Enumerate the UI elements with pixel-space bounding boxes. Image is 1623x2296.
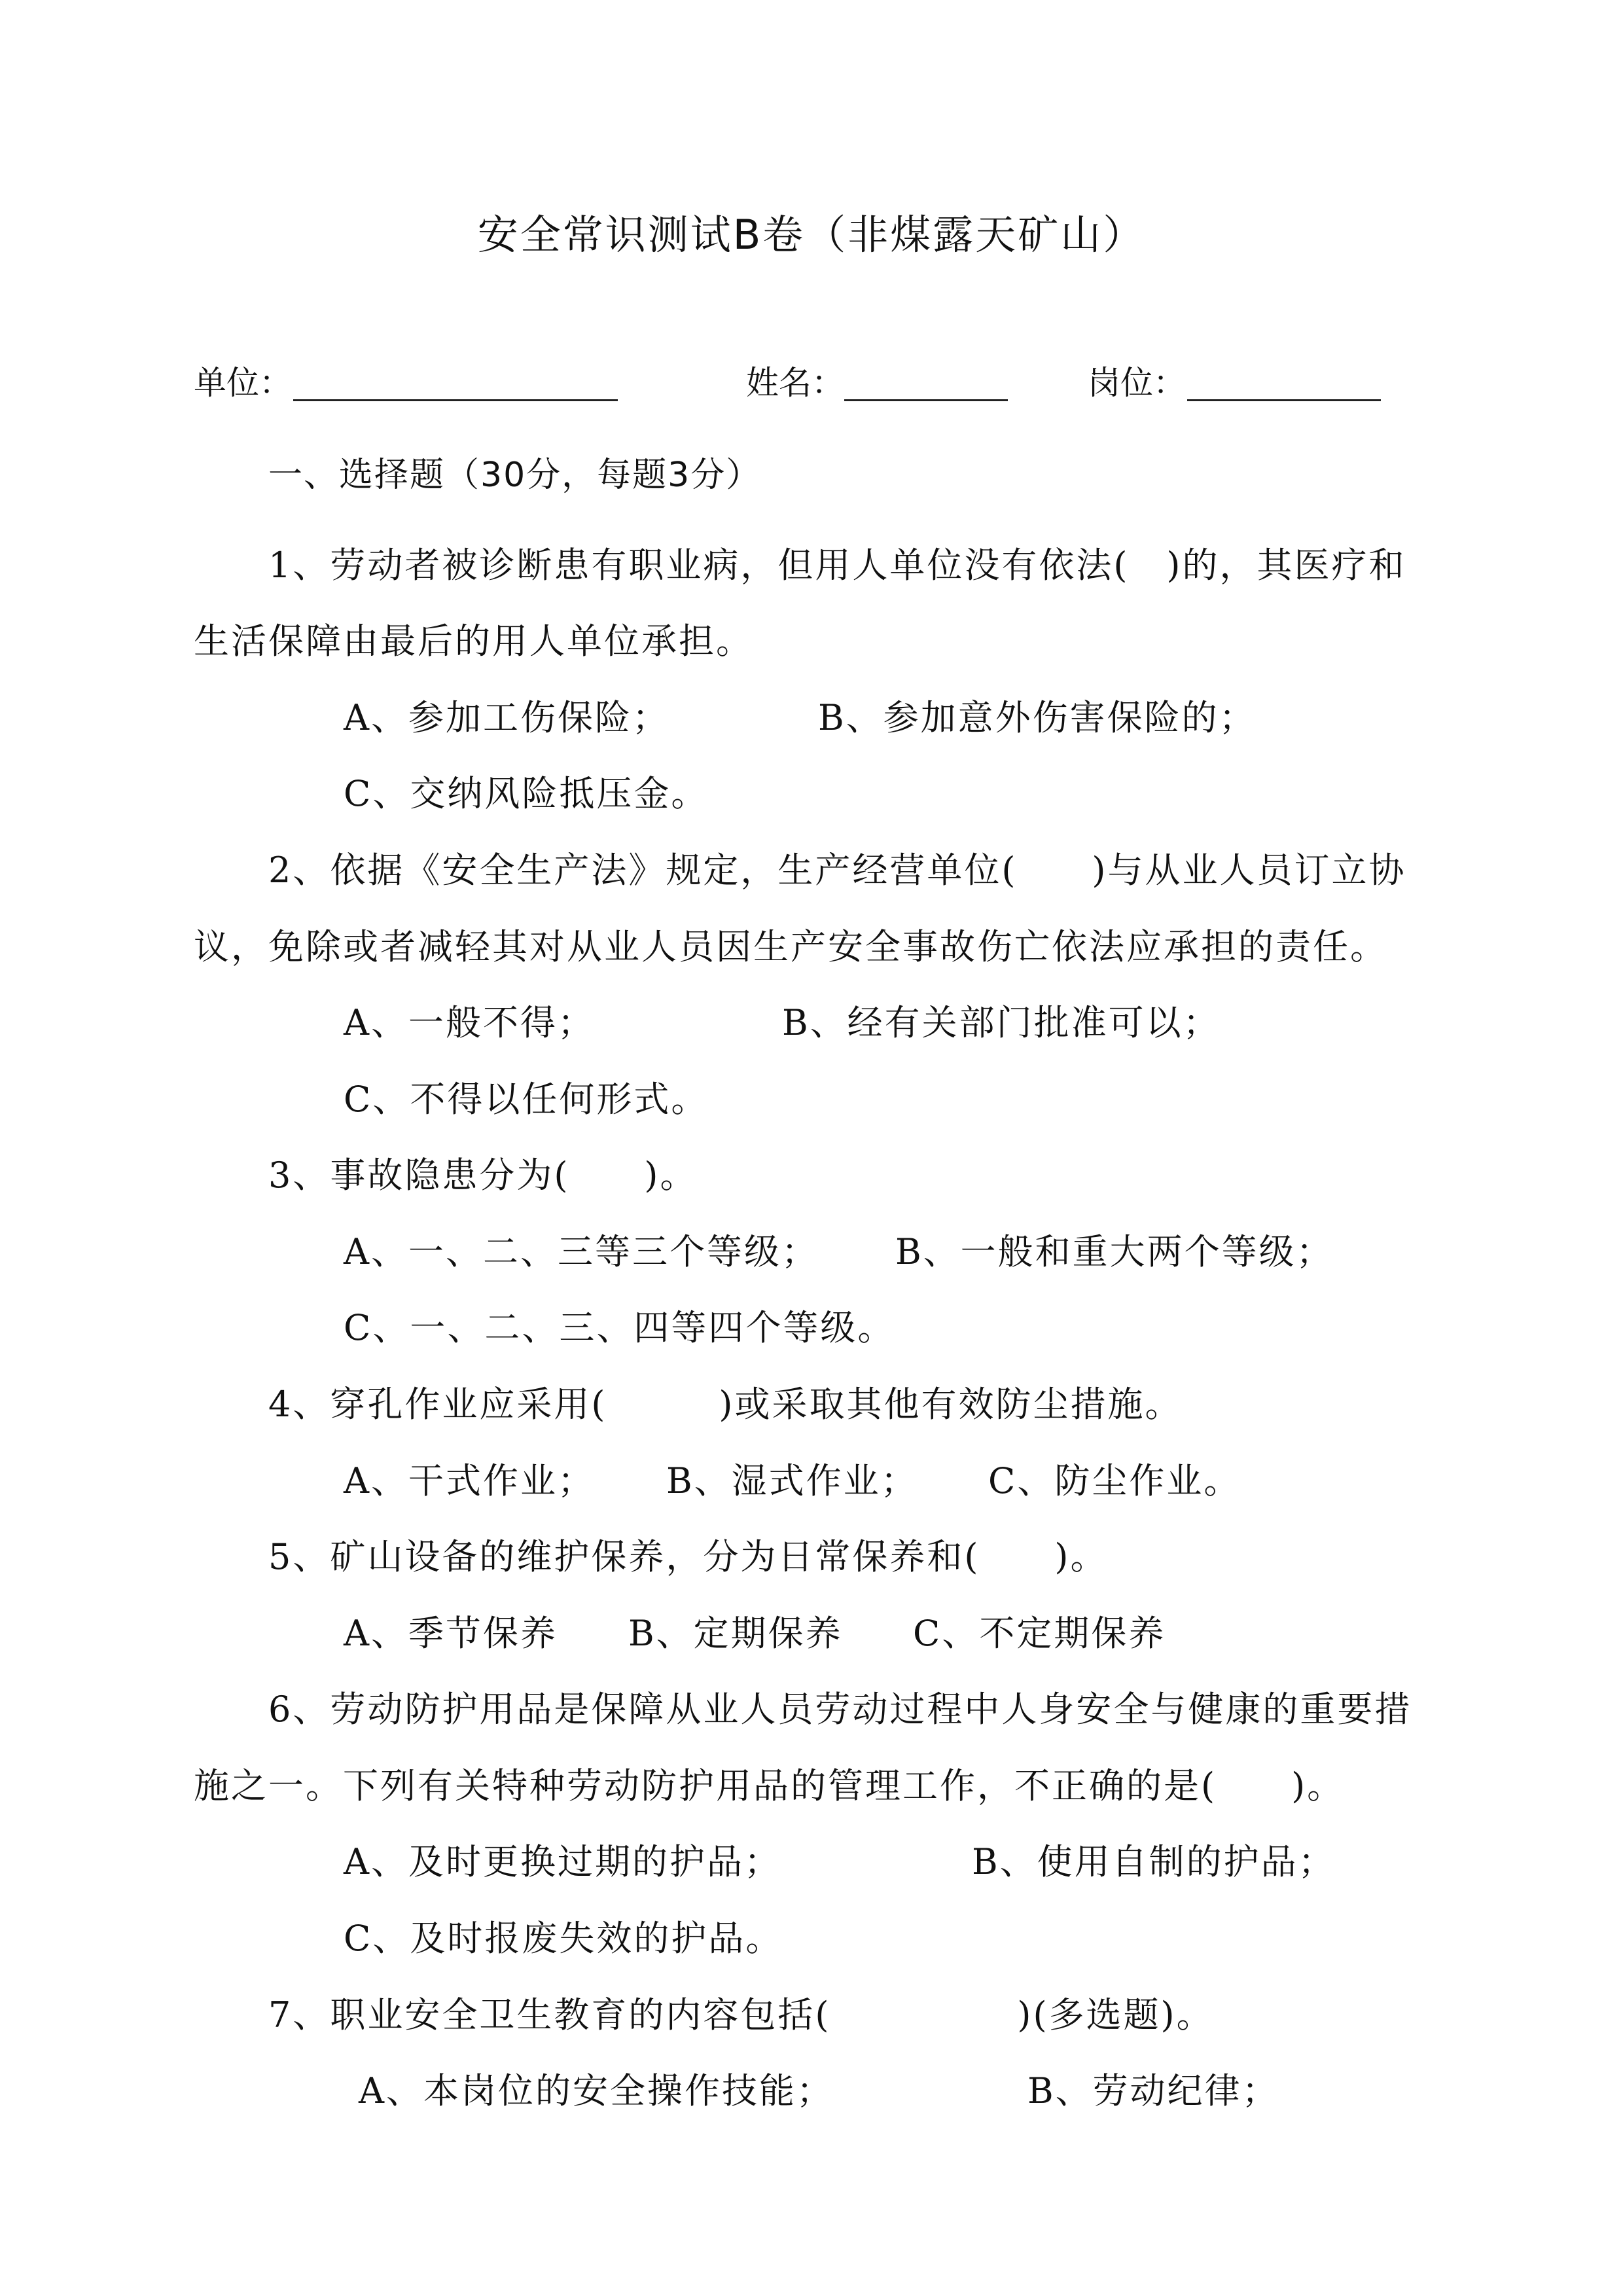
question-2-option-c: C、不得以任何形式。 bbox=[344, 1079, 709, 1120]
question-7-line-1: 7、职业安全卫生教育的内容包括( )(多选题)。 bbox=[268, 1994, 1214, 2036]
question-3-option-a: A、一、二、三等三个等级； bbox=[344, 1231, 819, 1272]
question-6-line-1: 6、劳动防护用品是保障从业人员劳动过程中人身安全与健康的重要措 bbox=[268, 1689, 1412, 1730]
unit-blank[interactable] bbox=[293, 399, 618, 401]
question-5-option-b: B、定期保养 bbox=[628, 1613, 843, 1654]
question-1-option-a: A、参加工伤保险； bbox=[344, 697, 669, 738]
question-2-line-1: 2、依据《安全生产法》规定，生产经营单位( )与从业人员订立协 bbox=[268, 850, 1406, 891]
question-2-option-b: B、经有关部门批准可以； bbox=[782, 1002, 1221, 1043]
post-blank[interactable] bbox=[1187, 399, 1381, 401]
name-blank[interactable] bbox=[844, 399, 1008, 401]
question-7-option-a: A、本岗位的安全操作技能； bbox=[359, 2070, 834, 2111]
question-1-option-b: B、参加意外伤害保险的； bbox=[818, 697, 1257, 738]
question-4-option-c: C、防尘作业。 bbox=[988, 1460, 1241, 1501]
question-3-option-b: B、一般和重大两个等级； bbox=[895, 1231, 1334, 1272]
question-6-option-b: B、使用自制的护品； bbox=[972, 1841, 1336, 1882]
question-6-line-2: 施之一。下列有关特种劳动防护用品的管理工作，不正确的是( )。 bbox=[194, 1765, 1345, 1806]
question-3-line-1: 3、事故隐患分为( )。 bbox=[268, 1155, 698, 1196]
question-1-line-1: 1、劳动者被诊断患有职业病，但用人单位没有依法( )的，其医疗和 bbox=[268, 545, 1406, 586]
question-5-option-c: C、不定期保养 bbox=[913, 1613, 1166, 1654]
question-6-option-a: A、及时更换过期的护品； bbox=[344, 1841, 781, 1882]
question-6-option-c: C、及时报废失效的护品。 bbox=[344, 1918, 783, 1959]
section-heading: 一、选择题（30分，每题3分） bbox=[268, 456, 762, 495]
question-5-option-a: A、季节保养 bbox=[344, 1613, 558, 1654]
question-4-option-b: B、湿式作业； bbox=[666, 1460, 918, 1501]
question-3-option-c: C、一、二、三、四等四个等级。 bbox=[344, 1307, 895, 1348]
question-4-line-1: 4、穿孔作业应采用( )或采取其他有效防尘措施。 bbox=[268, 1384, 1183, 1425]
question-4-option-a: A、干式作业； bbox=[344, 1460, 595, 1501]
question-7-option-b: B、劳动纪律； bbox=[1027, 2070, 1279, 2111]
unit-label: 单位： bbox=[194, 364, 292, 402]
post-label: 岗位： bbox=[1088, 364, 1186, 402]
question-2-line-2: 议，免除或者减轻其对从业人员因生产安全事故伤亡依法应承担的责任。 bbox=[194, 926, 1387, 967]
page-title: 安全常识测试B卷（非煤露天矿山） bbox=[477, 211, 1146, 259]
question-5-line-1: 5、矿山设备的维护保养，分为日常保养和( )。 bbox=[268, 1536, 1108, 1577]
question-1-option-c: C、交纳风险抵压金。 bbox=[344, 773, 709, 814]
question-1-line-2: 生活保障由最后的用人单位承担。 bbox=[194, 620, 753, 662]
question-2-option-a: A、一般不得； bbox=[344, 1002, 595, 1043]
name-label: 姓名： bbox=[746, 364, 844, 402]
